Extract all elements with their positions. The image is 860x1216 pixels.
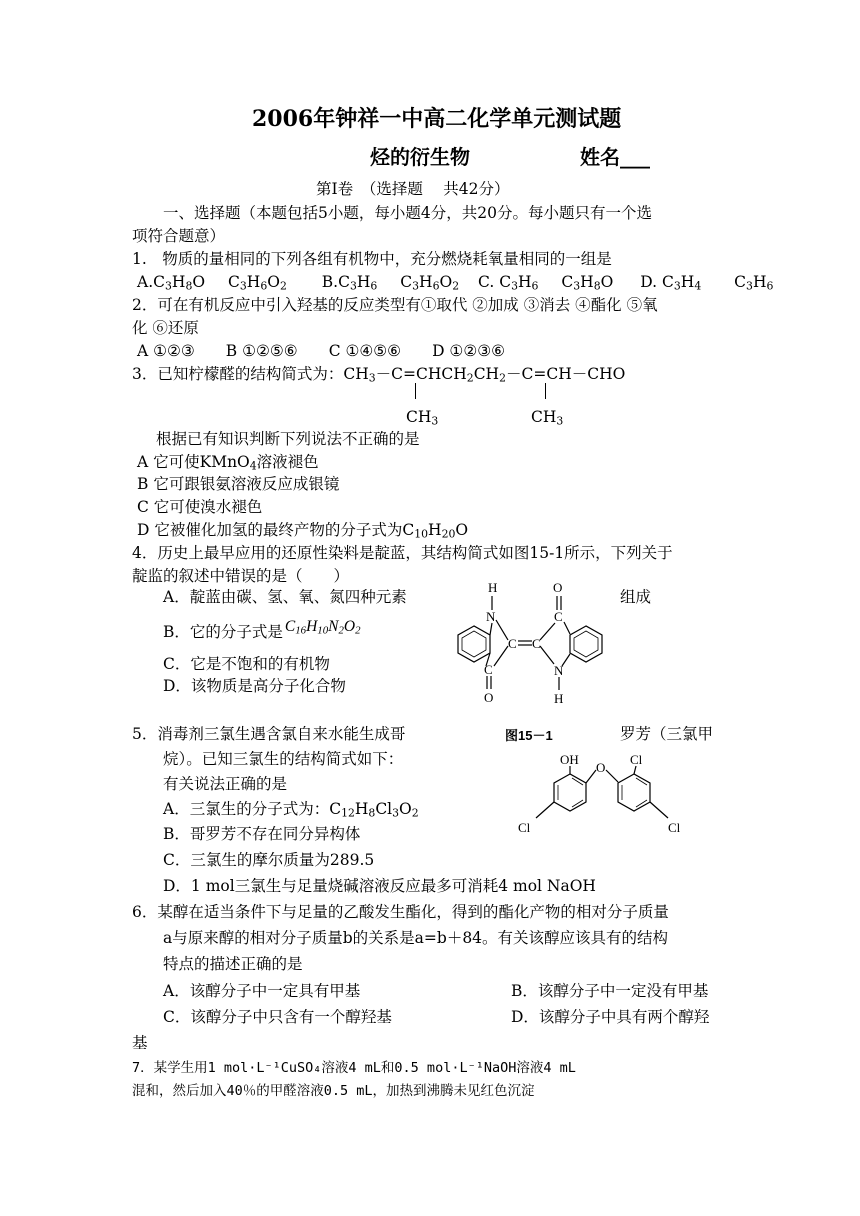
branch-methyl-1: $CH_3$: [406, 408, 439, 428]
branch-methyl-2: $CH_3$: [531, 408, 564, 428]
right-chloro-ring: [618, 774, 650, 811]
q7-stem-line1: 7．某学生用1 mol·L⁻¹CuSO₄溶液4 mL和0.5 mol·L⁻¹NaOH溶液4 mL: [132, 1060, 576, 1076]
formula: $C_3H_8O$: [153, 273, 206, 293]
atom-h-top: H: [488, 580, 498, 595]
q7-stem-line2: 混和，然后加入40％的甲醛溶液0.5 mL，加热到沸腾未见红色沉淀: [132, 1083, 535, 1099]
q4-option-a-tail: 组成: [620, 588, 652, 606]
atom-c-mid-right: C: [532, 636, 541, 651]
q5-option-a: A．三氯生的分子式为：$C_{12}H_8Cl_3O_2$: [163, 800, 419, 820]
q4-option-d: D．该物质是高分子化合物: [163, 677, 346, 695]
formula: $C_3H_6O_2$: [228, 273, 287, 293]
formula: $C_3H_6O_2$: [400, 273, 460, 293]
q3-option-a: A 它可使KMnO$_4$溶液褪色: [137, 453, 319, 473]
q1-stem: 1. 物质的量相同的下列各组有机物中，充分燃烧耗氧量相同的一组是: [132, 250, 612, 268]
q4-stem-line2: 靛监的叙述中错误的是（ ）: [132, 567, 350, 585]
q6-stem-line3: 特点的描述正确的是: [163, 955, 303, 973]
branch-bond-1: [415, 383, 416, 399]
figure-caption: 图15－1: [505, 728, 553, 743]
indigo-structure-figure: [436, 574, 612, 714]
q6-option-d-tail: 基: [132, 1034, 148, 1052]
atom-cl-top: Cl: [630, 752, 643, 767]
atom-o-top: O: [553, 580, 563, 595]
q2-options: A ①②③ B ①②⑤⑥ C ①④⑤⑥ D ①②③⑥: [137, 342, 506, 360]
section-intro-line1: 一、选择题（本题包括5小题，每小题4分，共20分。每小题只有一个选: [163, 204, 652, 222]
left-phenol-ring: [554, 774, 586, 811]
q5-stem-line1-tail: 罗芳（三氯甲: [620, 725, 714, 743]
formula: $C_3H_4$: [662, 273, 702, 293]
branch-bond-2: [545, 383, 546, 399]
q5-stem-line1: 5．消毒剂三氯生遇含氯自来水能生成哥: [132, 725, 406, 743]
name-field-label: 姓名___: [580, 145, 650, 169]
q3-stem: 3．已知柠檬醛的结构简式为：$CH_3-C=CHCH_2CH_2-C=CH-CHO$: [132, 365, 626, 385]
atom-c-mid-left: C: [508, 636, 517, 651]
q6-option-d: D．该醇分子中具有两个醇羟: [511, 1008, 710, 1026]
q3-option-c: C 它可使溴水褪色: [137, 498, 263, 516]
q3-option-d: D 它被催化加氢的最终产物的分子式为$C_{10}H_{20}O$: [137, 521, 469, 541]
formula: $C_3H_6$: [499, 273, 539, 293]
atom-h-bottom: H: [554, 691, 564, 706]
formula: $C_3H_6$: [338, 273, 378, 293]
q1-options: $A.C_3H_8O$ $C_3H_6O_2$ $B.C_3H_6$ $C_3H_6O_2$ C. $C_3H_6$ $C_3H_8O$ D. $C_3H_4$ $C_3H_6$: [137, 273, 774, 293]
q2-stem-line2: 化 ⑥还原: [132, 319, 199, 337]
q6-stem-line2: a与原来醇的相对分子质量b的关系是a=b＋84。有关该醇应该具有的结构: [163, 929, 669, 947]
q4-option-a: A．靛蓝由碳、氢、氧、氮四种元素: [163, 588, 407, 606]
q6-stem-line1: 6．某醇在适当条件下与足量的乙酸发生酯化，得到的酯化产物的相对分子质量: [132, 903, 669, 921]
q4-option-b: B．它的分子式是 $C_{16}H_{10}N_2O_2$: [163, 618, 361, 641]
q5-stem-line3: 有关说法正确的是: [163, 775, 288, 793]
atom-cl-right: Cl: [668, 820, 681, 835]
q3-option-b: B 它可跟银氨溶液反应成银镜: [137, 475, 340, 493]
atom-n-top: N: [486, 609, 496, 624]
q2-stem-line1: 2．可在有机反应中引入羟基的反应类型有①取代 ②加成 ③消去 ④酯化 ⑤氧: [132, 296, 658, 314]
q5-option-b: B．哥罗芳不存在同分异构体: [163, 825, 361, 843]
atom-o-bottom: O: [484, 690, 494, 705]
formula: $C_3H_6$: [734, 273, 774, 293]
exam-title: 2006年钟祥一中高二化学单元测试题: [252, 106, 622, 132]
atom-c-top: C: [554, 609, 563, 624]
volume-heading: 第Ⅰ卷 （选择题 共42分）: [316, 180, 510, 198]
q3-question: 根据已有知识判断下列说法不正确的是: [156, 430, 420, 448]
atom-c-bottom: C: [484, 662, 493, 677]
atom-cl-left: Cl: [518, 820, 531, 835]
q4-stem-line1: 4．历史上最早应用的还原性染料是靛蓝，其结构简式如图15-1所示，下列关于: [132, 544, 673, 562]
atom-n-bottom: N: [554, 663, 564, 678]
q5-option-d: D．1 mol三氯生与足量烧碱溶液反应最多可消耗4 mol NaOH: [163, 877, 596, 895]
atom-ether-o: O: [596, 760, 606, 775]
formula: $C_3H_8O$: [561, 273, 614, 293]
q5-option-c: C．三氯生的摩尔质量为289.5: [163, 851, 375, 869]
q6-option-b: B．该醇分子中一定没有甲基: [511, 982, 709, 1000]
atom-oh: OH: [560, 752, 579, 767]
exam-subtitle: 烃的衍生物: [370, 145, 470, 169]
citral-formula: $CH_3-C=CHCH_2CH_2-C=CH-CHO$: [343, 365, 626, 385]
section-intro-line2: 项符合题意）: [132, 227, 226, 245]
q5-stem-line2: 烷）。已知三氯生的结构简式如下：: [163, 750, 404, 768]
q6-option-c: C．该醇分子中只含有一个醇羟基: [163, 1008, 392, 1026]
triclosan-structure-figure: [512, 752, 692, 838]
q6-option-a: A．该醇分子中一定具有甲基: [163, 982, 361, 1000]
q4-option-c: C．它是不饱和的有机物: [163, 655, 330, 673]
indigo-formula: $C_{16}H_{10}N_2O_2$: [284, 618, 361, 637]
